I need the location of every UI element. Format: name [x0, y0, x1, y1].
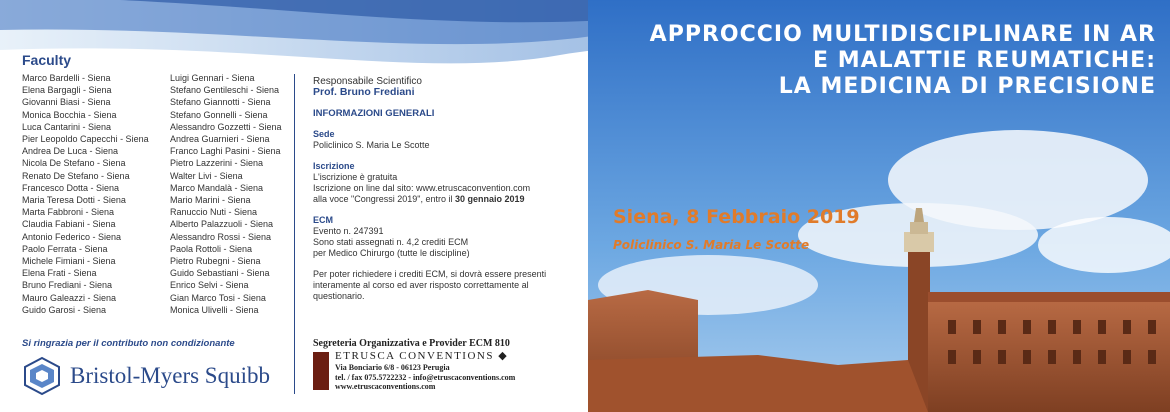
title-line-1: APPROCCIO MULTIDISCIPLINARE IN AR	[649, 22, 1156, 47]
column-divider	[294, 74, 295, 394]
segreteria-title: Segreteria Organizzativa e Provider ECM 810	[313, 338, 510, 349]
faculty-member: Walter Livi - Siena	[170, 170, 243, 181]
faculty-member: Pietro Lazzerini - Siena	[170, 158, 264, 169]
faculty-member: Bruno Frediani - Siena	[22, 280, 113, 291]
ecm-line-2: Sono stati assegnati n. 4,2 crediti ECM	[313, 237, 469, 247]
faculty-member: Enrico Selvi - Siena	[170, 280, 249, 291]
faculty-member: Luigi Gennari - Siena	[170, 73, 255, 83]
faculty-member: Gian Marco Tosi - Siena	[170, 292, 266, 303]
faculty-heading: Faculty	[22, 52, 72, 68]
sponsor-name: Bristol-Myers Squibb	[70, 363, 270, 388]
iscrizione-line-3	[313, 194, 575, 205]
bms-emblem-icon	[22, 356, 62, 396]
faculty-member: Antonio Federico - Siena	[22, 231, 122, 242]
faculty-member: Andrea De Luca - Siena	[22, 146, 119, 157]
sede-text: Policlinico S. Maria Le Scotte	[313, 140, 430, 150]
faculty-member: Alessandro Rossi - Siena	[170, 231, 272, 242]
ecm-line-1: Evento n. 247391	[313, 226, 384, 236]
faculty-member: Alessandro Gozzetti - Siena	[170, 121, 282, 132]
faculty-member: Maria Teresa Dotti - Siena	[22, 195, 126, 206]
etrusca-logo-icon	[313, 352, 329, 390]
faculty-member: Elena Bargagli - Siena	[22, 85, 112, 96]
faculty-member: Guido Garosi - Siena	[22, 304, 107, 315]
iscrizione-line-2: Iscrizione on line dal sito: www.etruscaconvention.com	[313, 183, 531, 193]
faculty-list-left	[22, 72, 149, 316]
iscrizione-deadline: 30 gennaio 2019	[454, 194, 525, 204]
faculty-member: Pier Leopoldo Capecchi - Siena	[22, 134, 149, 145]
faculty-member: Marco Mandalà - Siena	[170, 182, 264, 193]
faculty-member: Claudia Fabiani - Siena	[22, 219, 116, 230]
iscrizione-line-1: L'iscrizione è gratuita	[313, 172, 398, 182]
faculty-member: Michele Fimiani - Siena	[22, 256, 116, 267]
faculty-member: Monica Bocchia - Siena	[22, 109, 117, 120]
event-date: Siena, 8 Febbraio 2019	[613, 206, 860, 228]
faculty-member: Franco Laghi Pasini - Siena	[170, 146, 281, 157]
resp-label: Responsabile Scientifico	[313, 76, 422, 87]
faculty-member: Alberto Palazzuoli - Siena	[170, 219, 274, 230]
faculty-member: Elena Frati - Siena	[22, 268, 97, 279]
faculty-member: Stefano Gentileschi - Siena	[170, 85, 280, 96]
title-line-2: E MALATTIE REUMATICHE:	[813, 48, 1156, 73]
event-title	[596, 22, 1156, 100]
sede-title: Sede	[313, 129, 335, 139]
faculty-member: Stefano Gonnelli - Siena	[170, 109, 268, 120]
general-info	[313, 76, 575, 302]
faculty-member: Francesco Dotta - Siena	[22, 182, 120, 193]
faculty-member: Mario Marini - Siena	[170, 195, 251, 206]
iscrizione-title: Iscrizione	[313, 161, 355, 171]
faculty-member: Paola Rottoli - Siena	[170, 243, 253, 254]
etrusca-web: www.etruscaconventions.com	[335, 382, 436, 392]
etrusca-contacts	[335, 352, 515, 392]
etrusca-address: Via Bonciario 6/8 - 06123 Perugia	[335, 363, 450, 373]
etrusca-block	[313, 352, 515, 392]
etrusca-brand: ETRUSCA CONVENTIONS ◆	[335, 350, 509, 362]
faculty-member: Monica Ulivelli - Siena	[170, 304, 259, 315]
faculty-member: Luca Cantarini - Siena	[22, 121, 112, 132]
faculty-list-right	[170, 72, 282, 316]
sponsor-logo	[22, 356, 270, 396]
ecm-note: Per poter richiedere i crediti ECM, si dovrà essere presenti interamente al corso ed aver risposto correttamente al questionario.	[313, 269, 547, 301]
faculty-member: Paolo Ferrata - Siena	[22, 243, 108, 254]
faculty-member: Marco Bardelli - Siena	[22, 73, 111, 83]
faculty-member: Marta Fabbroni - Siena	[22, 207, 115, 218]
faculty-member: Stefano Giannotti - Siena	[170, 97, 271, 108]
resp-name: Prof. Bruno Frediani	[313, 86, 415, 98]
faculty-member: Renato De Stefano - Siena	[22, 170, 130, 181]
faculty-member: Ranuccio Nuti - Siena	[170, 207, 258, 218]
faculty-member: Andrea Guarnieri - Siena	[170, 134, 270, 145]
faculty-member: Giovanni Biasi - Siena	[22, 97, 111, 108]
info-heading: INFORMAZIONI GENERALI	[313, 108, 435, 119]
event-venue: Policlinico S. Maria Le Scotte	[613, 238, 810, 252]
faculty-member: Mauro Galeazzi - Siena	[22, 292, 117, 303]
sponsor-thanks: Si ringrazia per il contributo non condizionante	[22, 338, 235, 349]
faculty-member: Nicola De Stefano - Siena	[22, 158, 126, 169]
ecm-line-3: per Medico Chirurgo (tutte le discipline)	[313, 248, 470, 258]
ecm-title: ECM	[313, 215, 333, 225]
etrusca-contact: tel. / fax 075.5722232 - info@etruscaconventions.com	[335, 372, 516, 382]
title-line-3: LA MEDICINA DI PRECISIONE	[778, 74, 1156, 99]
faculty-member: Pietro Rubegni - Siena	[170, 256, 261, 267]
iscrizione-deadline-label: alla voce "Congressi 2019", entro il	[313, 194, 455, 204]
faculty-member: Guido Sebastiani - Siena	[170, 268, 270, 279]
